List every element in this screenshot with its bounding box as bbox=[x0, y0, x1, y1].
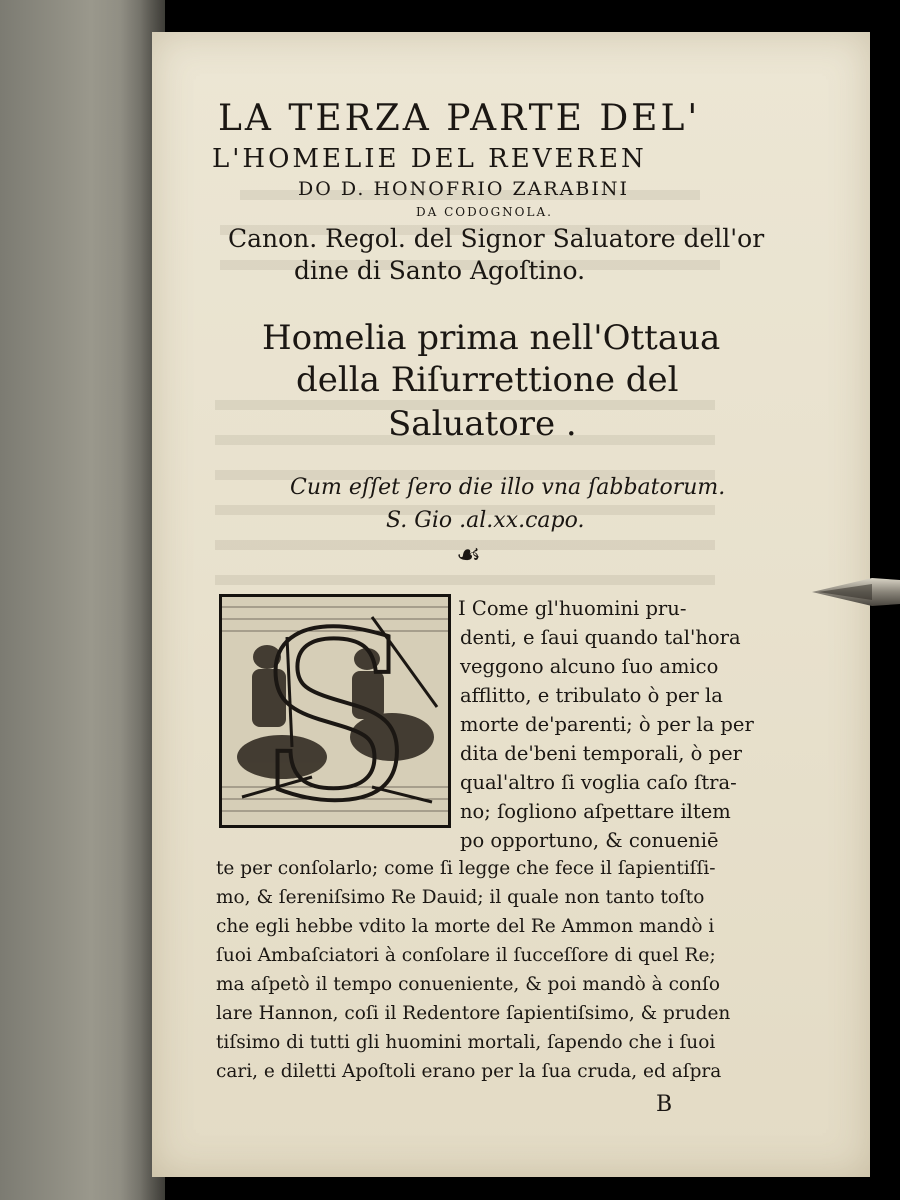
body-line-15: lare Hannon, coſi il Redentore ſapientiſsimo, & pruden bbox=[216, 1003, 731, 1024]
body-line-11: mo, & ſereniſsimo Re Dauid; il quale non tanto toſto bbox=[216, 887, 705, 908]
metal-page-pointer-icon bbox=[812, 572, 900, 612]
subtitle-line-2: dine di Santo Agoſtino. bbox=[294, 256, 586, 285]
scripture-quote-line-2: S. Gio .al.xx.capo. bbox=[386, 508, 585, 533]
body-line-4: afflitto, e tribulato ò per la bbox=[460, 684, 723, 707]
body-line-9: po opportuno, & conueniē bbox=[460, 829, 719, 852]
body-line-10: te per conſolarlo; come ſi legge che fece il ſapientiſſi- bbox=[216, 858, 716, 879]
body-line-7: qual'altro ſi voglia caſo ſtra- bbox=[460, 771, 737, 794]
initial-letter-glyph: S bbox=[256, 597, 414, 825]
subtitle-line-1: Canon. Regol. del Signor Saluatore dell'or bbox=[228, 224, 765, 253]
scripture-quote-line-1: Cum eſſet ſero die illo vna ſabbatorum. bbox=[290, 475, 726, 500]
fleuron-ornament-icon: ☙ bbox=[456, 538, 482, 571]
title-line-2: L'HOMELIE DEL REVEREN bbox=[212, 144, 647, 174]
body-line-1: I Come gl'huomini pru- bbox=[458, 597, 687, 620]
body-line-14: ma aſpetò il tempo conueniente, & poi mandò à conſo bbox=[216, 974, 720, 995]
homily-title-line-1: Homelia prima nell'Ottaua bbox=[262, 318, 721, 358]
woodcut-illustration bbox=[222, 597, 448, 825]
body-line-6: dita de'beni temporali, ò per bbox=[460, 742, 742, 765]
title-line-3: DO D. HONOFRIO ZARABINI bbox=[298, 178, 629, 200]
body-line-2: denti, e ſaui quando tal'hora bbox=[460, 626, 741, 649]
body-line-12: che egli hebbe vdito la morte del Re Ammon mandò i bbox=[216, 916, 715, 937]
body-line-5: morte de'parenti; ò per la per bbox=[460, 713, 754, 736]
title-line-1: LA TERZA PARTE DEL' bbox=[218, 98, 701, 139]
homily-title-line-2: della Riſurrettione del bbox=[296, 360, 679, 400]
body-line-17: cari, e diletti Apoſtoli erano per la ſua cruda, ed aſpra bbox=[216, 1061, 722, 1082]
body-line-13: ſuoi Ambaſciatori à conſolare il ſucceſſore di quel Re; bbox=[216, 945, 716, 966]
body-line-3: veggono alcuno ſuo amico bbox=[460, 655, 719, 678]
title-line-4: DA CODOGNOLA. bbox=[416, 205, 553, 219]
body-line-8: no; ſogliono aſpettare iltem bbox=[460, 800, 731, 823]
woodcut-initial-s bbox=[219, 594, 451, 828]
signature-mark: B bbox=[656, 1092, 673, 1117]
body-line-16: tiſsimo di tutti gli huomini mortali, ſapendo che i ſuoi bbox=[216, 1032, 716, 1053]
homily-title-line-3: Saluatore . bbox=[388, 404, 577, 444]
